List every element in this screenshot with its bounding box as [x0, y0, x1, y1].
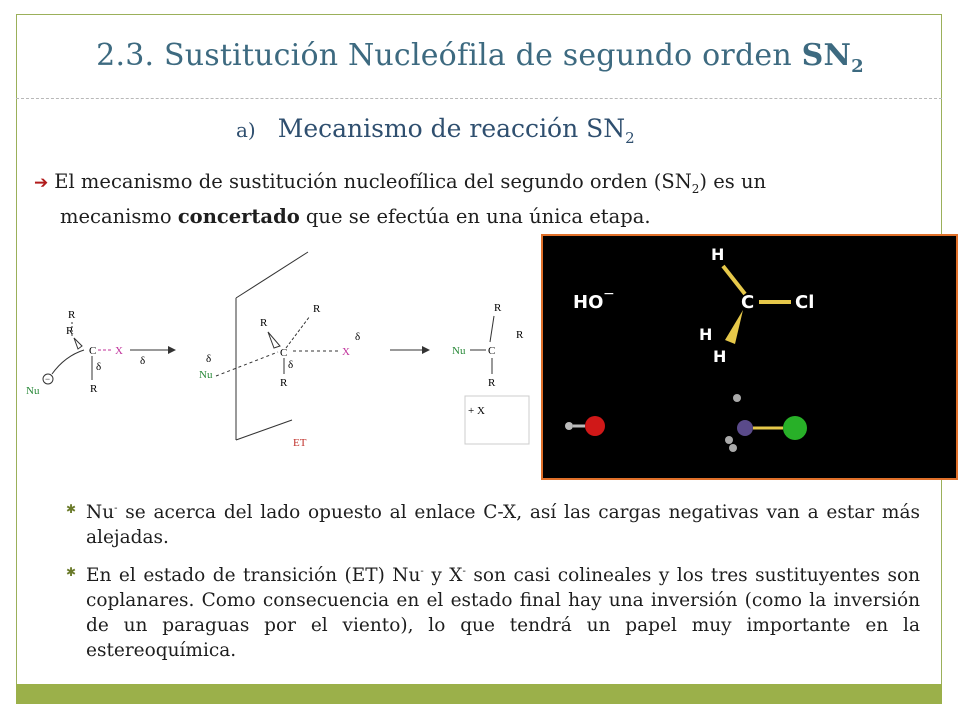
bullet-star-icon: ✱: [66, 565, 77, 580]
ts-nu: Nu: [199, 369, 213, 381]
ts-carbon: C: [280, 347, 288, 359]
reactant-delta-minus: δ: [140, 355, 146, 367]
arrow-right-icon: ➔: [34, 173, 49, 193]
reactant-nu: Nu: [26, 385, 40, 397]
ts-r-left: R: [260, 317, 268, 329]
product-r-top: R: [494, 302, 502, 314]
molecule-illustration: [541, 234, 958, 480]
transition-state: [199, 252, 430, 449]
product-r-bottom: R: [488, 377, 496, 389]
footer-bar: [16, 684, 942, 704]
reactant-carbon: C: [89, 345, 97, 357]
ts-delta-minus-right: δ: [355, 331, 361, 343]
ts-r-top: R: [313, 303, 321, 315]
title-divider: [16, 98, 942, 99]
product: [452, 302, 529, 444]
reactant: [26, 309, 176, 397]
reactant-delta-plus: δ: [96, 361, 102, 373]
carbon-atom: [737, 420, 753, 436]
ts-x: X: [342, 346, 350, 358]
hydroxide-label: HO: [573, 292, 604, 313]
reactant-r-left: R: [66, 325, 74, 337]
bullet-star-icon: ✱: [66, 502, 77, 516]
reactant-r-bottom: R: [90, 383, 98, 395]
chlorine-atom: [783, 416, 807, 440]
svg-text:−: −: [603, 286, 615, 302]
product-carbon: C: [488, 345, 496, 357]
reactant-x: X: [115, 345, 123, 357]
carbon-label: C: [741, 292, 755, 313]
product-r-right: R: [516, 329, 524, 341]
product-nu: Nu: [452, 345, 466, 357]
bullet-item: ✱ Nu- se acerca del lado opuesto al enlace C-X, así las cargas negativas van a estar más alejadas.: [66, 496, 920, 550]
chlorine-label: Cl: [795, 292, 815, 313]
ts-delta-minus-left: δ: [206, 353, 212, 365]
svg-text:H: H: [699, 325, 713, 344]
leaving-group: + X: [468, 405, 485, 417]
svg-text:−: −: [45, 374, 51, 384]
svg-text:H: H: [713, 347, 727, 366]
hydrogen-atom: [565, 422, 573, 430]
svg-text:H: H: [711, 245, 725, 264]
ts-delta-plus: δ: [288, 359, 294, 371]
explanation-bullets: [66, 496, 920, 672]
bullet-item: ✱ En el estado de transición (ET) Nu- y X- son casi colineales y los tres sustituyentes son coplanares. Como consecuencia en el estado final hay una inversión (como la inversión de un paraguas por el viento), lo que tendrá un papel muy importante en la estereoquímica.: [66, 559, 920, 663]
reactant-r-top: R: [68, 309, 76, 321]
slide-title: 2.3. Sustitución Nucleófila de segundo orden $SN_2$: [96, 38, 864, 77]
section-subtitle: a) Mecanismo de reacción $SN_2$: [236, 114, 635, 147]
oxygen-atom: [585, 416, 605, 436]
reaction-scheme: [10, 246, 540, 456]
intro-paragraph: ➔ El mecanismo de sustitución nucleofílica del segundo orden $(SN_2)$ es un mecanismo concertado que se efectúa en una única etapa.: [34, 170, 767, 228]
ts-r-bottom: R: [280, 377, 288, 389]
ts-label: ET: [293, 437, 307, 449]
